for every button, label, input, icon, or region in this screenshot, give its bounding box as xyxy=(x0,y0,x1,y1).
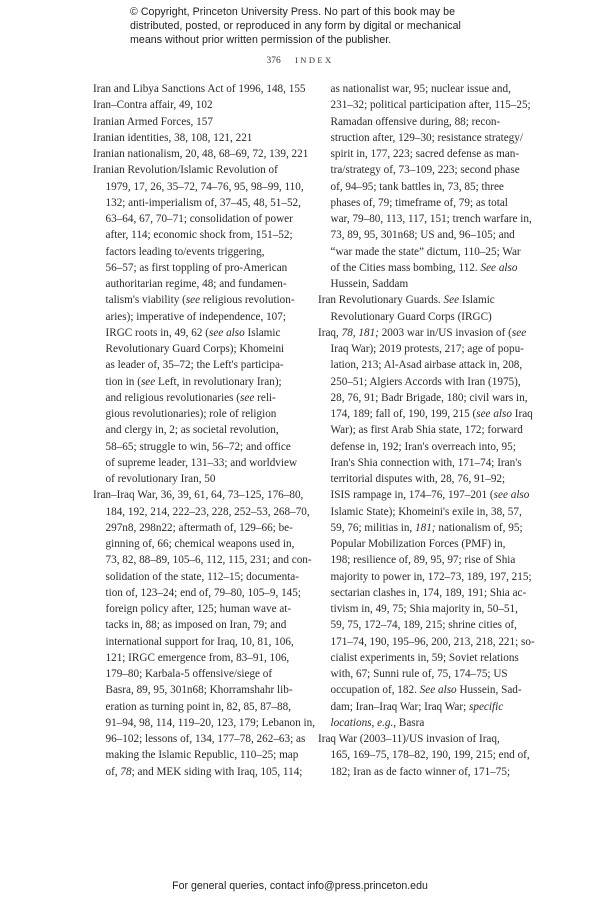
index-subentry-line: as nationalist war, 95; nuclear issue and, xyxy=(330,83,511,95)
index-subentry-line: “war made the state” dictum, 110–25; War xyxy=(330,245,521,258)
index-subentry-line: tivism in, 49, 75; Shia majority in, 50–51, xyxy=(330,603,518,615)
index-column-right xyxy=(318,81,544,780)
index-subentry-line: Iran's Shia connection with, 171–74; Iran's xyxy=(330,456,522,469)
index-subentry-line: 91–94, 98, 114, 119–20, 123, 179; Lebanon in, xyxy=(105,716,316,729)
index-subentry-line: defense in, 192; Iran's overreach into, 95; xyxy=(330,440,516,453)
index-subentry-line: eration as turning point in, 82, 85, 87–88, xyxy=(105,700,292,713)
index-subentry-line: 59, 75, 172–74, 189, 215; shrine cities of, xyxy=(330,619,517,632)
index-subentry-line: 121; IRGC emergence from, 83–91, 106, xyxy=(105,651,290,664)
index-subentry-line: cialist experiments in, 59; Soviet relations xyxy=(330,651,519,664)
index-subentry-line: Hussein, Saddam xyxy=(330,278,409,290)
section-title: INDEX xyxy=(295,55,334,65)
index-entry-line: Iran–Iraq War, 36, 39, 61, 64, 73–125, 176–80, xyxy=(93,489,304,502)
index-column-left xyxy=(93,81,315,780)
index-subentry-line: 73, 89, 95, 301n68; US and, 96–105; and xyxy=(330,229,515,242)
index-entry-line: Iranian Armed Forces, 157 xyxy=(93,115,213,128)
index-subentry-line: War); as first Arab Shia state, 172; forward xyxy=(330,424,523,437)
index-subentry-line: 73, 82, 88–89, 105–6, 112, 115, 231; and con- xyxy=(105,554,312,567)
index-subentry-line: foreign policy after, 125; human wave at- xyxy=(105,603,292,615)
index-subentry-line: ISIS rampage in, 174–76, 197–201 (see also xyxy=(330,489,530,502)
index-subentry-line: 231–32; political participation after, 115–25; xyxy=(330,99,531,112)
index-subentry-line: Revolutionary Guard Corps); Khomeini xyxy=(105,343,285,355)
index-subentry-line: 198; resilience of, 89, 95, 97; rise of Shia xyxy=(330,554,516,567)
index-subentry-line: of supreme leader, 131–33; and worldview xyxy=(105,456,298,469)
index-subentry-line: struction after, 129–30; resistance strategy/ xyxy=(330,131,523,144)
index-subentry-line: ginning of, 66; chemical weapons used in, xyxy=(105,538,295,550)
index-subentry-line: 132; anti-imperialism of, 37–45, 48, 51–52, xyxy=(105,196,301,209)
index-subentry-line: Basra, 89, 95, 301n68; Khorramshahr lib- xyxy=(105,684,293,697)
index-subentry-line: 171–74, 190, 195–96, 200, 213, 218, 221; so- xyxy=(330,635,535,648)
index-subentry-line: 58–65; struggle to win, 56–72; and office xyxy=(105,440,291,453)
index-subentry-line: of, 78; and MEK siding with Iraq, 105, 114; xyxy=(105,765,303,778)
index-subentry-line: 165, 169–75, 178–82, 190, 199, 215; end of, xyxy=(330,749,530,762)
index-subentry-line: tacks in, 88; as imposed on Iran, 79; and xyxy=(105,619,287,632)
index-entry-line: Iranian nationalism, 20, 48, 68–69, 72, 139, 221 xyxy=(93,148,309,160)
index-subentry-line: dam; Iran–Iraq War; Iraq War; specific xyxy=(330,700,504,713)
index-subentry-line: of, 94–95; tank battles in, 73, 85; three xyxy=(330,180,504,193)
index-subentry-line: aries); imperative of independence, 107; xyxy=(105,310,286,323)
page-number: 376 xyxy=(266,56,281,66)
copyright-line: © Copyright, Princeton University Press. No part of this book may be xyxy=(130,6,456,18)
index-subentry-line: occupation of, 182. See also Hussein, Sad- xyxy=(330,684,522,697)
index-subentry-line: Revolutionary Guard Corps (IRGC) xyxy=(330,310,492,323)
index-subentry-line: and clergy in, 2; as societal revolution, xyxy=(105,424,279,437)
index-subentry-line: 184, 192, 214, 222–23, 228, 252–53, 268–70, xyxy=(105,505,310,518)
index-subentry-line: authoritarian regime, 48; and fundamen- xyxy=(105,278,287,290)
index-subentry-line: after, 114; economic shock from, 151–52; xyxy=(105,229,293,242)
index-subentry-line: IRGC roots in, 49, 62 (see also Islamic xyxy=(105,326,281,339)
index-subentry-line: war, 79–80, 113, 117, 151; trench warfare in, xyxy=(330,213,532,225)
index-subentry-line: majority to power in, 172–73, 189, 197, 215; xyxy=(330,570,532,583)
index-subentry-line: spirit in, 177, 223; sacred defense as man- xyxy=(330,148,520,160)
index-subentry-line: talism's viability (see religious revolution- xyxy=(105,294,295,307)
index-subentry-line: 28, 76, 91; Badr Brigade, 180; civil wars in, xyxy=(330,391,528,404)
index-subentry-line: 1979, 17, 26, 35–72, 74–76, 95, 98–99, 110, xyxy=(105,180,304,193)
copyright-line: means without prior written permission of the publisher. xyxy=(130,34,392,47)
index-subentry-line: Ramadan offensive during, 88; recon- xyxy=(330,115,501,128)
index-subentry-line: locations, e.g., Basra xyxy=(330,716,425,729)
index-subentry-line: lation, 213; Al-Asad airbase attack in, 208, xyxy=(330,359,523,372)
index-entry-line: Iranian Revolution/Islamic Revolution of xyxy=(93,164,278,177)
index-subentry-line: tion in (see Left, in revolutionary Iran); xyxy=(105,375,282,388)
index-subentry-line: 297n8, 298n22; aftermath of, 129–66; be- xyxy=(105,521,293,534)
index-subentry-line: territorial disputes with, 28, 76, 91–92; xyxy=(330,473,506,485)
index-subentry-line: solidation of the state, 112–15; documenta- xyxy=(105,570,299,583)
index-subentry-line: phases of, 79; timeframe of, 79; as total xyxy=(330,196,508,209)
index-subentry-line: Iraq War); 2019 protests, 217; age of popu- xyxy=(330,343,524,355)
index-entry-line: Iraq, 78, 181; 2003 war in/US invasion of (see xyxy=(318,326,527,339)
index-subentry-line: tra/strategy of, 73–109, 223; second phase xyxy=(330,164,520,177)
running-head xyxy=(0,55,600,66)
index-subentry-line: 174, 189; fall of, 190, 199, 215 (see also Iraq xyxy=(330,408,533,420)
index-subentry-line: 96–102; lessons of, 134, 177–78, 262–63; as xyxy=(105,733,306,745)
index-entry-line: Iran–Contra affair, 49, 102 xyxy=(93,99,213,112)
index-entry-line: Iran and Libya Sanctions Act of 1996, 148, 155 xyxy=(93,83,306,95)
copyright-line: distributed, posted, or reproduced in any form by digital or mechanical xyxy=(130,20,461,33)
index-entry-line: Iran Revolutionary Guards. See Islamic xyxy=(318,294,495,307)
index-subentry-line: 56–57; as first toppling of pro-American xyxy=(105,261,288,274)
index-subentry-line: 179–80; Karbala-5 offensive/siege of xyxy=(105,668,273,680)
index-subentry-line: sectarian clashes in, 174, 189, 191; Shia ac- xyxy=(330,586,527,599)
index-entry-line: Iraq War (2003–11)/US invasion of Iraq, xyxy=(318,733,500,745)
index-subentry-line: of revolutionary Iran, 50 xyxy=(105,473,216,485)
index-subentry-line: Islamic State); Khomeini's exile in, 38, 57, xyxy=(330,505,522,518)
index-subentry-line: 59, 76; militias in, 181; nationalism of, 95; xyxy=(330,521,523,534)
index-subentry-line: Popular Mobilization Forces (PMF) in, xyxy=(330,538,506,550)
index-subentry-line: international support for Iraq, 10, 81, 106, xyxy=(105,635,294,648)
copyright-notice xyxy=(130,5,510,48)
index-subentry-line: as leader of, 35–72; the Left's participa- xyxy=(105,359,284,372)
index-subentry-line: and religious revolutionaries (see reli- xyxy=(105,391,276,404)
index-subentry-line: 250–51; Algiers Accords with Iran (1975), xyxy=(330,375,521,388)
index-subentry-line: 63–64, 67, 70–71; consolidation of power xyxy=(105,213,293,225)
index-subentry-line: 182; Iran as de facto winner of, 171–75; xyxy=(330,765,511,778)
index-subentry-line: gious revolutionaries); role of religion xyxy=(105,408,277,420)
index-entry-line: Iranian identities, 38, 108, 121, 221 xyxy=(93,131,253,144)
index-subentry-line: making the Islamic Republic, 110–25; map xyxy=(105,749,299,762)
footer-contact: For general queries, contact info@press.princeton.edu xyxy=(172,880,428,892)
index-subentry-line: factors leading to/events triggering, xyxy=(105,245,265,258)
index-subentry-line: of the Cities mass bombing, 112. See also xyxy=(330,261,518,274)
index-subentry-line: with, 67; Sunni rule of, 75, 174–75; US xyxy=(330,668,508,680)
index-subentry-line: tion of, 123–24; end of, 79–80, 105–9, 145; xyxy=(105,586,301,599)
